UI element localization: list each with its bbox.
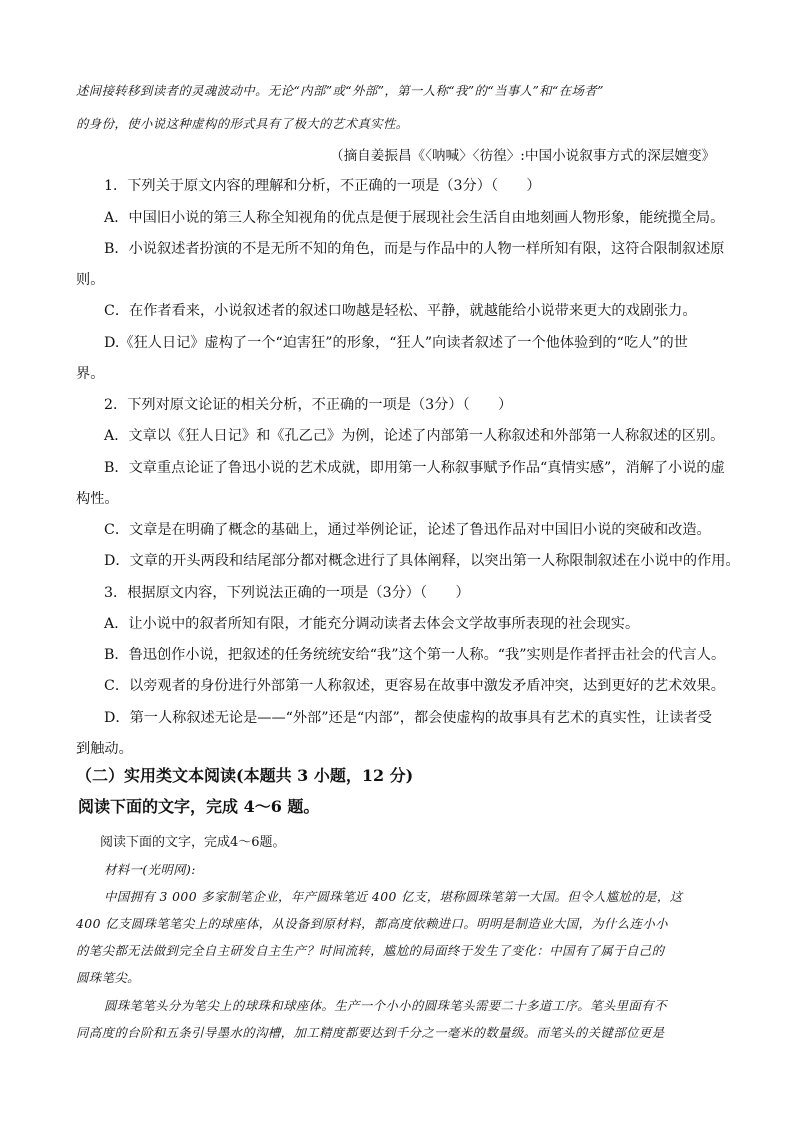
question-3-option-c: C．以旁观者的身份进行外部第一人称叙述，更容易在故事中激发矛盾冲突，达到更好的艺术效果。: [104, 678, 725, 694]
material-line: 的笔尖都无法做到完全自主研发自主生产？时间流转，尴尬的局面终于发生了变化：中国有了属于自己的: [76, 943, 665, 958]
material-line: 圆珠笔尖。: [76, 970, 140, 985]
question-3-option-d: D．第一人称叙述无论是——“外部”还是“内部”，都会使虚构的故事具有艺术的真实性，让读者受: [104, 710, 712, 726]
material-line: 同高度的台阶和五条引导墨水的沟槽，加工精度都要达到千分之一毫米的数量级。而笔头的关键部位更是: [76, 1025, 665, 1040]
section-title: （二）实用类文本阅读(本题共 3 小题，12 分): [76, 766, 414, 785]
question-2-stem: 2．下列对原文论证的相关分析，不正确的一项是（3分）（ ）: [104, 397, 513, 413]
material-line: 圆珠笔笔头分为笔尖上的球珠和球座体。生产一个小小的圆珠笔头需要二十多道工序。笔头里面有不: [104, 998, 667, 1013]
question-1-option-d: D.《狂人日记》虚构了一个“迫害狂”的形象，“狂人”向读者叙述了一个他体验到的“吃人”的世: [104, 335, 688, 351]
material-line: 中国拥有 3 000 多家制笔企业，年产圆珠笔近 400 亿支，堪称圆珠笔第一大国。但令人尴尬的是，这: [104, 889, 683, 904]
question-1-option-b: B．小说叙述者扮演的不是无所不知的角色，而是与作品中的人物一样所知有限，这符合限制叙述原: [104, 241, 725, 257]
instruction: 阅读下面的文字，完成4～6题。: [100, 835, 286, 850]
question-2-option-d: D．文章的开头两段和结尾部分都对概念进行了具体阐释，以突出第一人称限制叙述在小说中的作用。: [104, 553, 740, 569]
question-1-option-c: C．在作者看来，小说叙述者的叙述口吻越是轻松、平静，就越能给小说带来更大的戏剧张力。: [104, 303, 697, 319]
passage-line: 述间接转移到读者的灵魂波动中。无论“内部”或“外部”，第一人称“我”的“当事人”和“在场者”: [76, 83, 604, 98]
question-1-option-a: A．中国旧小说的第三人称全知视角的优点是便于展现社会生活自由地刻画人物形象，能统揽全局。: [104, 210, 725, 226]
question-2-option-b-cont: 构性。: [76, 491, 119, 507]
material-line: 400 亿支圆珠笔笔尖上的球座体，从设备到原材料，都高度依赖进口。明明是制造业大国，为什么连小小: [76, 916, 668, 931]
source-citation: （摘自姜振昌《〈呐喊〉〈彷徨〉:中国小说叙事方式的深层嬗变》: [330, 148, 716, 164]
question-3-stem: 3．根据原文内容，下列说法正确的一项是（3分）（ ）: [104, 585, 470, 601]
question-2-option-b: B．文章重点论证了鲁迅小说的艺术成就，即用第一人称叙事赋予作品“真情实感”，消解了小说的虚: [104, 460, 725, 476]
instruction-bold: 阅读下面的文字，完成 4～6 题。: [78, 797, 320, 816]
question-3-option-d-cont: 到触动。: [76, 741, 133, 757]
material-label: 材料一(光明网):: [104, 862, 196, 877]
question-1-option-d-cont: 界。: [76, 366, 105, 382]
question-3-option-b: B．鲁迅创作小说，把叙述的任务统统安给“我”这个第一人称。“我”实则是作者抨击社会的代言人。: [104, 647, 726, 663]
question-3-option-a: A．让小说中的叙者所知有限，才能充分调动读者去体会文学故事所表现的社会现实。: [104, 616, 640, 632]
question-1-option-b-cont: 则。: [76, 272, 105, 288]
question-1-stem: 1．下列关于原文内容的理解和分析，不正确的一项是（3分）（ ）: [104, 178, 541, 194]
passage-line: 的身份，使小说这种虚构的形式具有了极大的艺术真实性。: [76, 116, 409, 131]
question-2-option-c: C．文章是在明确了概念的基础上，通过举例论证，论述了鲁迅作品对中国旧小说的突破和改造。: [104, 522, 711, 538]
question-2-option-a: A．文章以《狂人日记》和《孔乙己》为例，论述了内部第一人称叙述和外部第一人称叙述的区别。: [104, 428, 725, 444]
